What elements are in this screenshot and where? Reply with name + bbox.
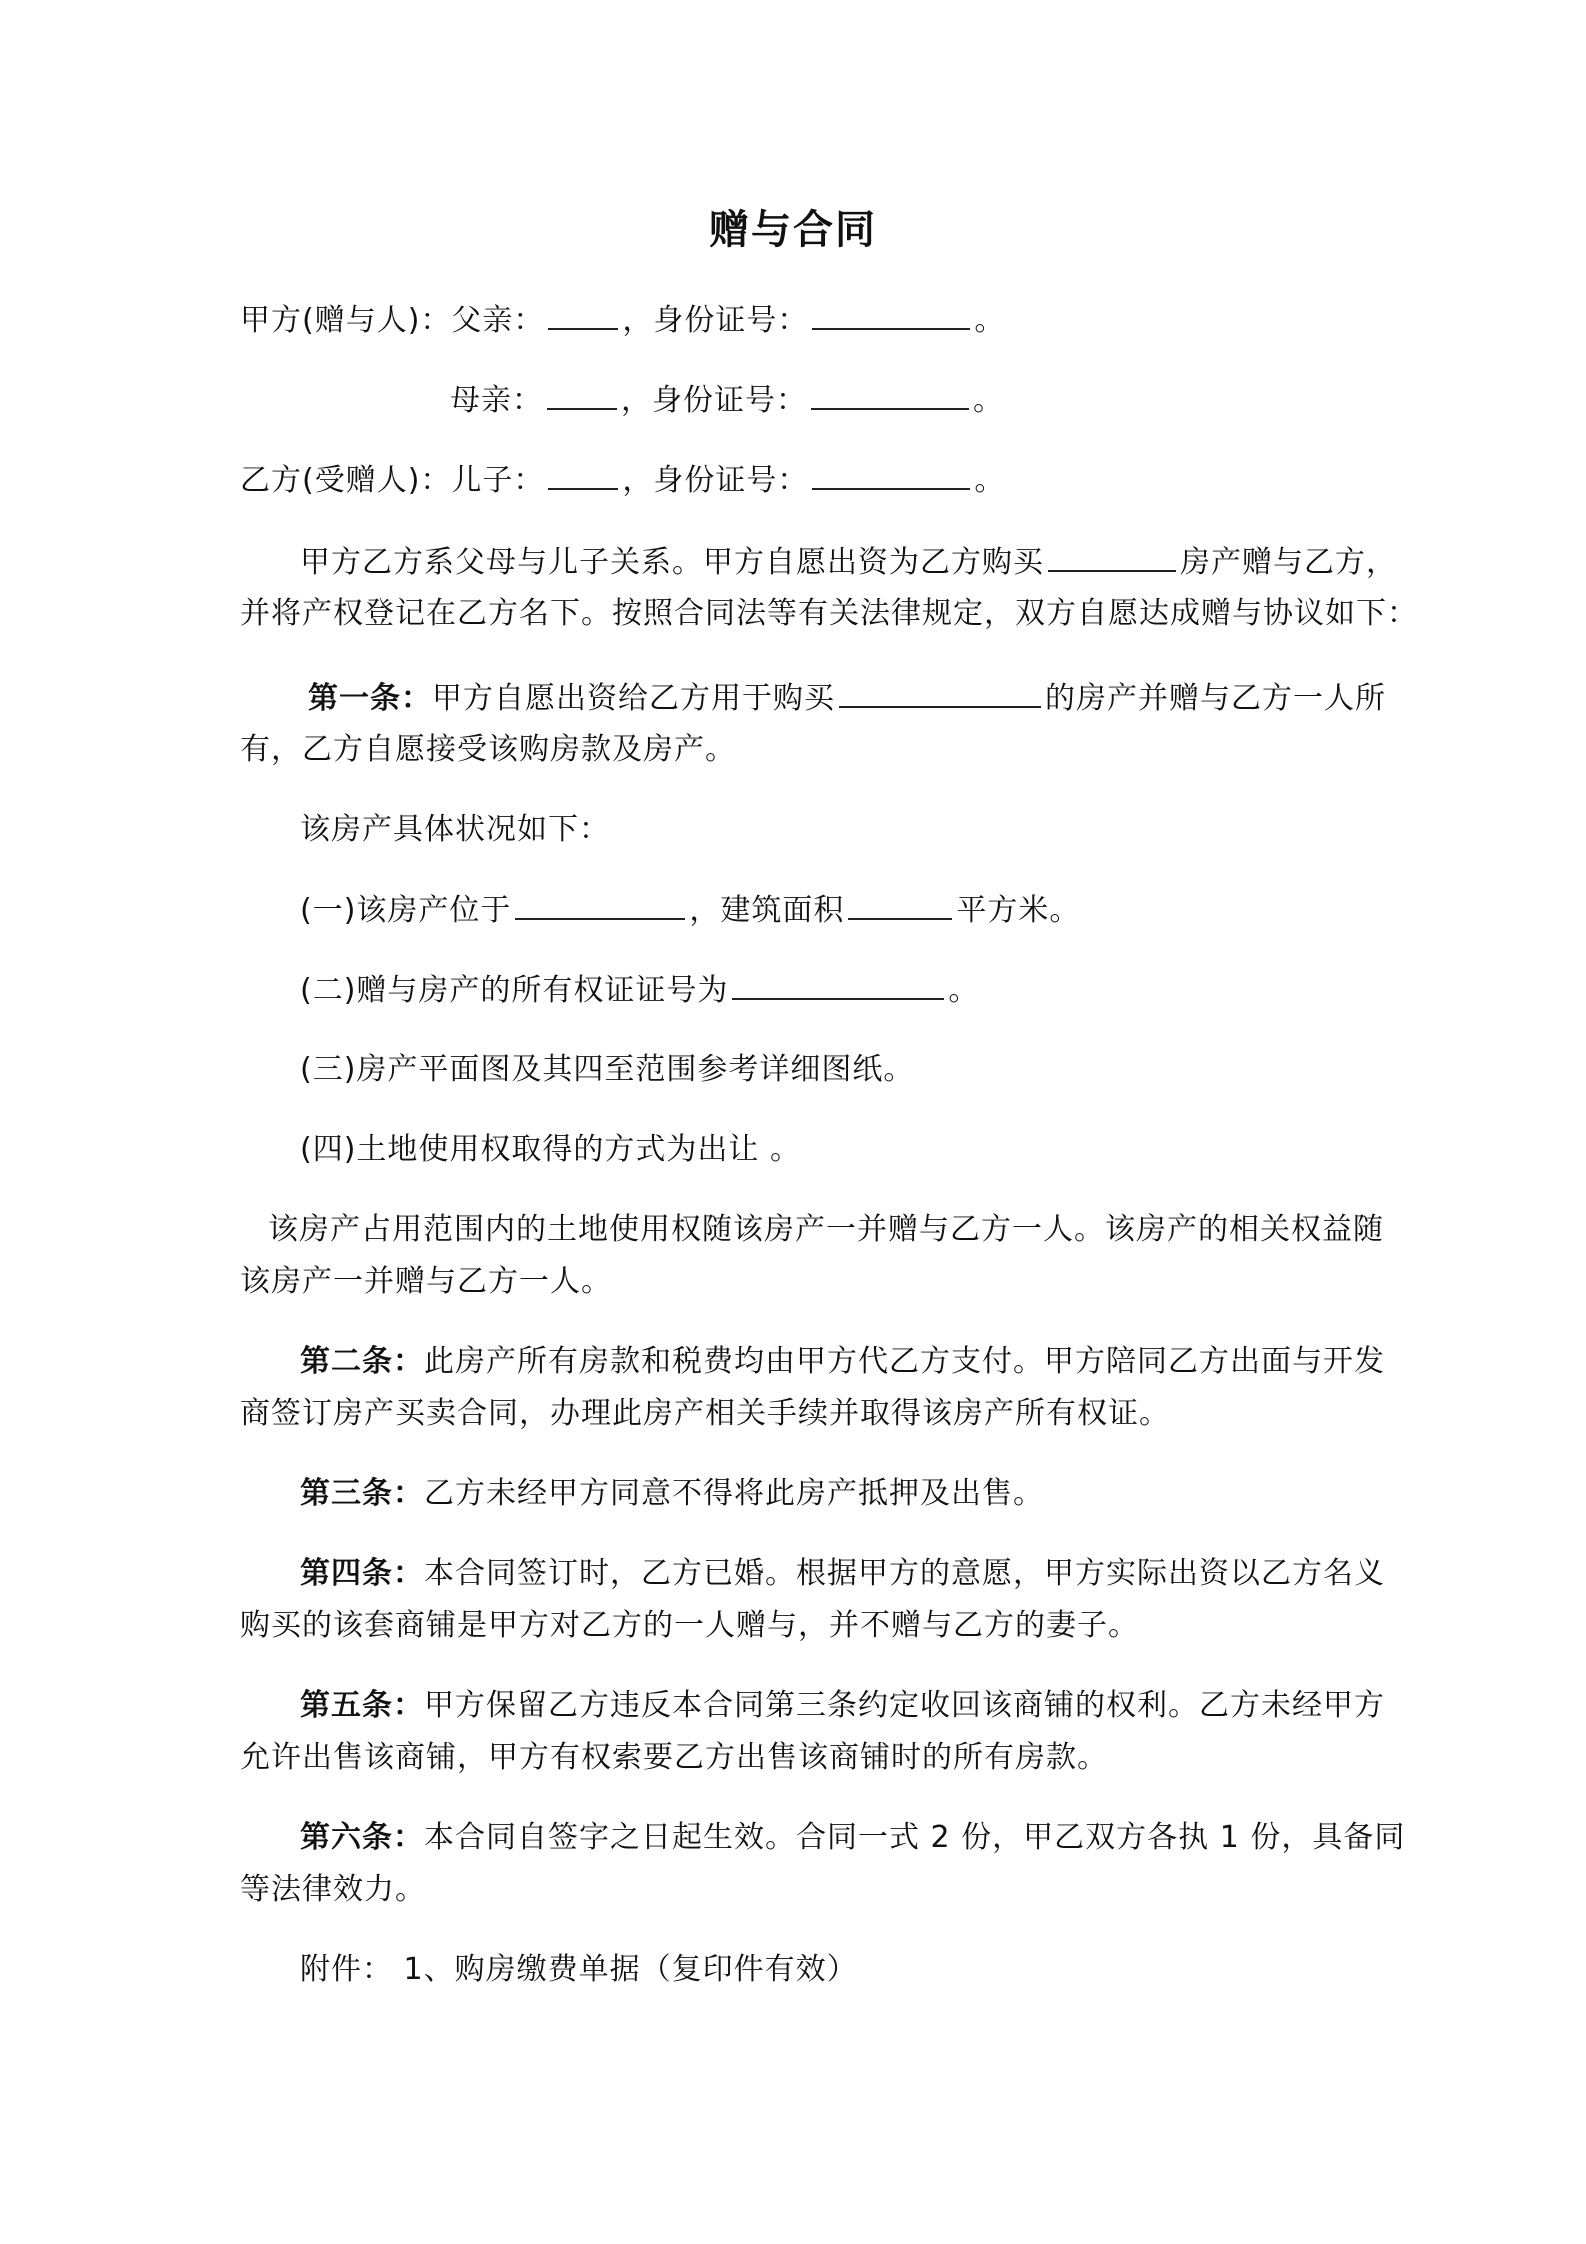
property-item-1 [300,888,1080,933]
article-6-label: 第六条： [300,1820,424,1855]
article-6-line-2: 等法律效力。 [240,1872,426,1907]
article-2-line-1 [300,1340,1385,1384]
mother-id-blank [811,378,969,410]
father-label: 甲方(赠与人)：父亲： [240,303,545,338]
mother-label: 母亲： [450,383,543,418]
intro-text: 甲方乙方系父母与儿子关系。甲方自愿出资为乙方购买 [300,545,1044,580]
article-1-blank [839,676,1041,708]
period: 。 [948,973,980,1008]
land-line-1: 该房产占用范围内的土地使用权随该房产一并赠与乙方一人。该房产的相关权益随 [268,1212,1384,1247]
id-label: ，身份证号： [622,463,809,498]
son-name-blank [548,458,618,490]
intro-property-blank [1048,540,1176,572]
father-id-blank [812,298,970,330]
property-item-2 [300,968,979,1013]
article-3-label: 第三条： [300,1476,424,1511]
article-1-line-1 [308,676,1386,721]
period: 。 [973,383,1004,418]
article-1-text: 甲方自愿出资给乙方用于购买 [432,681,835,716]
article-4-line-2: 购买的该套商铺是甲方对乙方的一人赠与，并不赠与乙方的妻子。 [240,1608,1139,1643]
intro-text-end: 房产赠与乙方， [1180,545,1397,580]
article-2-label: 第二条： [300,1344,424,1379]
article-3-text: 乙方未经甲方同意不得将此房产抵押及出售。 [424,1476,1044,1511]
property-area-label: ，建筑面积 [689,893,845,928]
property-location-blank [515,888,685,920]
certificate-blank [732,968,944,1000]
article-4-line-1 [300,1552,1385,1596]
attachment-line: 附件： 1、购房缴费单据（复印件有效） [300,1952,858,1987]
article-1-line-2: 有，乙方自愿接受该购房款及房产。 [240,732,736,767]
party-son-line [240,458,1005,503]
article-5-line-2: 允许出售该商铺，甲方有权索要乙方出售该商铺时的所有房款。 [240,1740,1108,1775]
article-5-line-1 [300,1684,1385,1728]
party-mother-line [450,378,1004,423]
article-5-text: 甲方保留乙方违反本合同第三条约定收回该商铺的权利。乙方未经甲方 [424,1688,1385,1723]
article-3-line-1 [300,1472,1044,1516]
article-6-text: 本合同自签字之日起生效。合同一式 2 份，甲乙双方各执 1 份，具备同 [424,1820,1406,1855]
party-father-line [240,298,1005,343]
certificate-label: (二)赠与房产的所有权证证号为 [300,973,729,1008]
article-6-line-1 [300,1816,1405,1860]
article-1-label: 第一条： [308,681,432,716]
article-5-label: 第五条： [300,1688,424,1723]
father-name-blank [548,298,618,330]
period: 。 [974,303,1006,338]
land-line-2: 该房产一并赠与乙方一人。 [240,1264,612,1299]
article-4-label: 第四条： [300,1556,424,1591]
period: 。 [974,463,1006,498]
article-4-text: 本合同签订时，乙方已婚。根据甲方的意愿，甲方实际出资以乙方名义 [424,1556,1385,1591]
article-2-text: 此房产所有房款和税费均由甲方代乙方支付。甲方陪同乙方出面与开发 [424,1344,1385,1379]
mother-name-blank [547,378,617,410]
property-area-unit: 平方米。 [956,893,1081,928]
article-1-text-end: 的房产并赠与乙方一人所 [1045,681,1386,716]
property-item-4: (四)土地使用权取得的方式为出让 。 [300,1132,801,1167]
intro-line-2: 并将产权登记在乙方名下。按照合同法等有关法律规定，双方自愿达成赠与协议如下： [240,596,1418,631]
intro-line-1 [300,540,1397,585]
article-2-line-2: 商签订房产买卖合同，办理此房产相关手续并取得该房产所有权证。 [240,1396,1170,1431]
son-id-blank [812,458,970,490]
son-label: 乙方(受赠人)：儿子： [240,463,545,498]
property-area-blank [848,888,952,920]
id-label: ，身份证号： [621,383,807,418]
id-label: ，身份证号： [622,303,809,338]
property-item-3: (三)房产平面图及其四至范围参考详细图纸。 [300,1052,915,1087]
property-heading: 该房产具体状况如下： [300,812,610,847]
property-location-label: (一)该房产位于 [300,893,512,928]
document-title: 赠与合同 [709,207,877,253]
